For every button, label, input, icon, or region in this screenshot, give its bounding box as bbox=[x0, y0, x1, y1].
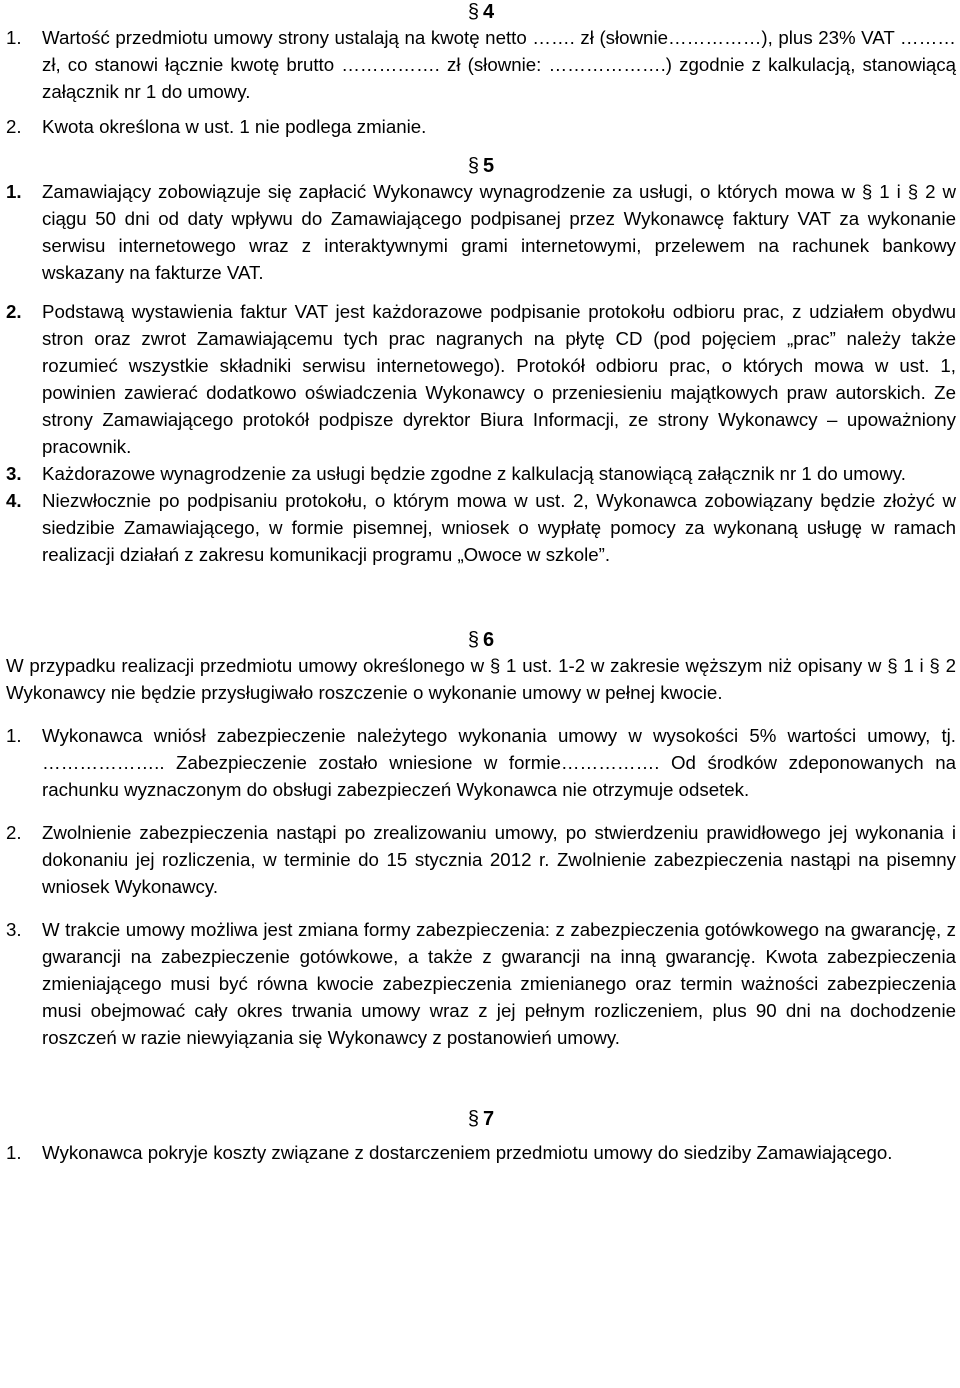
section-sign: § bbox=[467, 629, 479, 651]
section-7-heading bbox=[6, 1107, 956, 1131]
item-number: 4. bbox=[6, 490, 22, 511]
s6-item-3 bbox=[6, 916, 956, 1051]
item-text: Wykonawca wniósł zabezpieczenie należytego wykonania umowy w wysokości 5% wartości umowy, tj. ……………….. Zabezpieczenie zostało wniesione w formie……………. Od środków zdeponowanych na rachunku wyznaczonym do obsługi zabezpieczeń Wykonawca nie otrzymuje odsetek. bbox=[42, 725, 956, 800]
section-sign: § bbox=[467, 1108, 479, 1130]
s5-item-4 bbox=[6, 487, 956, 568]
section-6-heading bbox=[6, 628, 956, 652]
item-text: Niezwłocznie po podpisaniu protokołu, o którym mowa w ust. 2, Wykonawca zobowiązany będzie złożyć w siedzibie Zamawiającego, w formie pisemnej, wniosek o wypłatę pomocy za wykonaną usługę w ramach realizacji działań z zakresu komunikacji programu „Owoce w szkole”. bbox=[42, 490, 956, 565]
s5-item-3 bbox=[6, 460, 956, 487]
item-text: Kwota określona w ust. 1 nie podlega zmianie. bbox=[42, 116, 427, 137]
item-number: 1. bbox=[6, 1142, 22, 1163]
s4-item-2 bbox=[6, 113, 956, 140]
section-number: 7 bbox=[483, 1108, 495, 1130]
section-5-heading bbox=[6, 154, 956, 178]
item-text: W trakcie umowy możliwa jest zmiana formy zabezpieczenia: z zabezpieczenia gotówkowego na gwarancję, z gwarancji na zabezpieczenie gotówkowe, a także z gwarancji na inną gwarancję. Kwota zabezpieczenia zmieniającego musi być równa kwocie zabezpieczenia zmienianego oraz termin ważności zabezpieczenia musi obejmować cały okres trwania umowy wraz z jej pełnym rozliczeniem, plus 90 dni na dochodzenie roszczeń w razie niewyiązania się Wykonawcy z postanowień umowy. bbox=[42, 919, 956, 1048]
item-text: Wartość przedmiotu umowy strony ustalają na kwotę netto ……. zł (słownie……………), plus 23% VAT ………zł, co stanowi łącznie kwotę brutto ……………. zł (słownie: ……………….) zgodnie z kalkulacją, stanowiącą załącznik nr 1 do umowy. bbox=[42, 27, 956, 102]
item-number: 2. bbox=[6, 822, 22, 843]
section-sign: § bbox=[467, 155, 479, 177]
s6-intro: W przypadku realizacji przedmiotu umowy określonego w § 1 ust. 1-2 w zakresie węższym niż opisany w § 1 i § 2 Wykonawcy nie będzie przysługiwało roszczenie o wykonanie umowy w pełnej kwocie. bbox=[6, 655, 956, 703]
section-sign: § bbox=[467, 1, 479, 23]
s5-item-2 bbox=[6, 298, 956, 460]
item-text: Podstawą wystawienia faktur VAT jest każdorazowe podpisanie protokołu odbioru prac, z udziałem obydwu stron oraz zwrot Zamawiającemu tych prac nagranych na płytę CD (pod pojęciem „prac” należy także rozumieć wszystkie składniki serwisu internetowego). Protokół odbioru prac, o których mowa w ust. 1, powinien zawierać dodatkowo oświadczenia Wykonawcy o przeniesieniu majątkowych praw autorskich. Ze strony Zamawiającego protokół podpisze dyrektor Biura Informacji, ze strony Wykonawcy – upoważniony pracownik. bbox=[42, 301, 956, 457]
item-text: Zamawiający zobowiązuje się zapłacić Wykonawcy wynagrodzenie za usługi, o których mowa w § 1 i § 2 w ciągu 50 dni od daty wpływu do Zamawiającego podpisanej przez Wykonawcę faktury VAT za wykonanie serwisu internetowego wraz z interaktywnymi grami internetowymi, przelewem na rachunek bankowy wskazany na fakturze VAT. bbox=[42, 181, 956, 283]
s6-item-1 bbox=[6, 722, 956, 803]
document-page bbox=[6, 0, 956, 1166]
section-number: 6 bbox=[483, 629, 495, 651]
section-number: 4 bbox=[483, 1, 495, 23]
item-number: 3. bbox=[6, 919, 22, 940]
s7-item-1 bbox=[6, 1139, 956, 1166]
section-number: 5 bbox=[483, 155, 495, 177]
item-number: 1. bbox=[6, 725, 22, 746]
item-number: 2. bbox=[6, 116, 22, 137]
item-number: 2. bbox=[6, 301, 22, 322]
s5-item-1 bbox=[6, 178, 956, 286]
section-4-heading bbox=[6, 0, 956, 24]
item-text: Każdorazowe wynagrodzenie za usługi będzie zgodne z kalkulacją stanowiącą załącznik nr 1 do umowy. bbox=[42, 463, 906, 484]
item-number: 1. bbox=[6, 27, 22, 48]
s6-item-2 bbox=[6, 819, 956, 900]
item-number: 1. bbox=[6, 181, 22, 202]
s4-item-1 bbox=[6, 24, 956, 105]
item-text: Zwolnienie zabezpieczenia nastąpi po zrealizowaniu umowy, po stwierdzeniu prawidłowego jej wykonania i dokonaniu jej rozliczenia, w terminie do 15 stycznia 2012 r. Zwolnienie zabezpieczenia nastąpi na pisemny wniosek Wykonawcy. bbox=[42, 822, 956, 897]
item-text: Wykonawca pokryje koszty związane z dostarczeniem przedmiotu umowy do siedziby Zamawiającego. bbox=[42, 1142, 893, 1163]
item-number: 3. bbox=[6, 463, 22, 484]
